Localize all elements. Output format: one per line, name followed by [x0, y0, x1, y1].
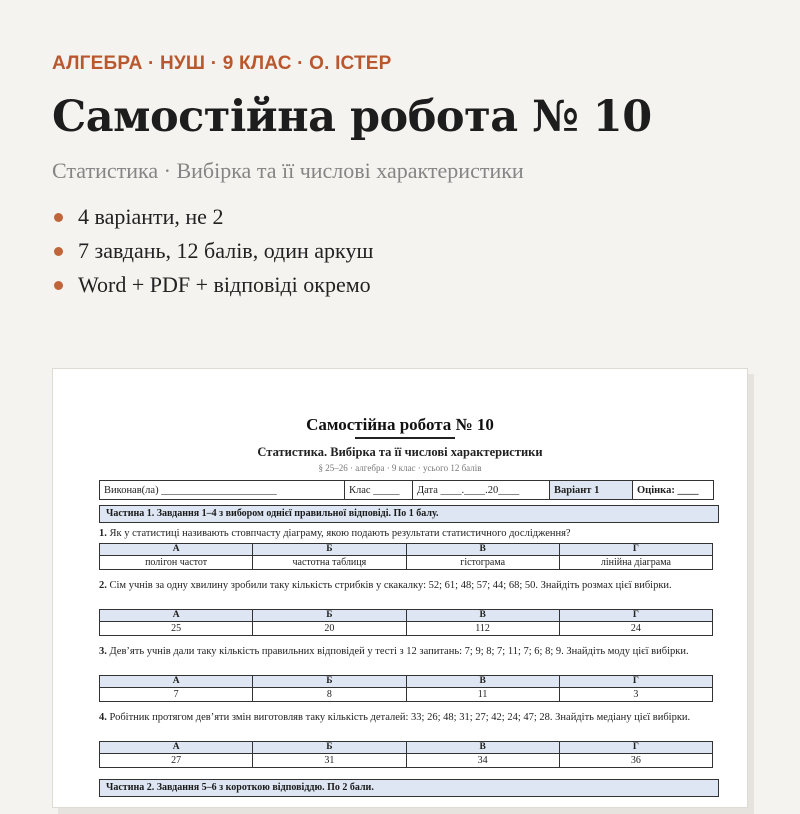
worksheet-meta: § 25–26 · алгебра · 9 клас · усього 12 балів [318, 463, 482, 473]
answer-option: лінійна діаграма [559, 556, 712, 570]
answer-option: 8 [253, 688, 406, 702]
headline: Самостійна робота № 10 [52, 92, 652, 142]
question-text: Дев’ять учнів дали таку кількість правильних відповідей у тесті з 12 запитань: 7; 9; 8; 7; 11; 7; 6; 8; 9. Знайдіть моду цієї вибірки. [109, 646, 689, 657]
option-letter: В [406, 742, 559, 754]
date-cell: Дата ____.____.20____ [413, 481, 550, 500]
question-text: Сім учнів за одну хвилину зробили таку кількість стрибків у скакалку: 52; 61; 48; 57; 44; 68; 50. Знайдіть розмах цієї вибірки. [109, 580, 672, 591]
answer-option: 31 [253, 754, 406, 768]
feature-item [52, 268, 373, 302]
feature-item [52, 234, 373, 268]
worksheet-subtitle: Статистика. Вибірка та її числові характеристики [257, 445, 543, 459]
question-4 [99, 712, 713, 724]
answer-option: гістограма [406, 556, 559, 570]
feature-text: 4 варіанти, не 2 [78, 204, 224, 229]
answer-table-3 [99, 675, 713, 702]
answer-table-1 [99, 543, 713, 570]
dot-icon [54, 281, 63, 290]
student-info-table [99, 480, 714, 500]
score-cell: Оцінка: ____ [633, 481, 714, 500]
option-letter: Г [559, 676, 712, 688]
feature-list [52, 200, 373, 302]
dot-icon [54, 213, 63, 222]
option-letter: А [100, 610, 253, 622]
question-text: Як у статистиці називають стовпчасту діаграму, якою подають результати статистичного дослідження? [109, 528, 571, 539]
question-number: 2. [99, 580, 107, 591]
option-letter: А [100, 742, 253, 754]
answer-option: 3 [559, 688, 712, 702]
feature-item [52, 200, 373, 234]
question-number: 4. [99, 712, 107, 723]
option-letter: Б [253, 676, 406, 688]
option-letter: Г [559, 610, 712, 622]
answer-option: 27 [100, 754, 253, 768]
option-letter: В [406, 544, 559, 556]
student-name-cell: Виконав(ла) ______________________ [100, 481, 345, 500]
answer-option: частотна таблиця [253, 556, 406, 570]
question-3 [99, 646, 713, 658]
answer-option: 36 [559, 754, 712, 768]
answer-table-2 [99, 609, 713, 636]
answer-option: 24 [559, 622, 712, 636]
worksheet-preview [52, 368, 748, 808]
option-letter: Б [253, 544, 406, 556]
answer-option: 112 [406, 622, 559, 636]
option-letter: Г [559, 544, 712, 556]
question-number: 1. [99, 528, 107, 539]
option-letter: А [100, 544, 253, 556]
answer-option: 20 [253, 622, 406, 636]
answer-table-4 [99, 741, 713, 768]
question-number: 3. [99, 646, 107, 657]
answer-option: 11 [406, 688, 559, 702]
title-underline [355, 437, 455, 439]
option-letter: В [406, 676, 559, 688]
answer-option: 7 [100, 688, 253, 702]
section-1-header: Частина 1. Завдання 1–4 з вибором однієї правильної відповіді. По 1 балу. [99, 505, 719, 523]
course-kicker: АЛГЕБРА · НУШ · 9 КЛАС · О. ІСТЕР [52, 53, 392, 74]
option-letter: Б [253, 610, 406, 622]
worksheet-title: Самостійна робота № 10 [306, 415, 494, 434]
subheadline: Статистика · Вибірка та її числові характеристики [52, 158, 524, 183]
feature-text: Word + PDF + відповіді окремо [78, 272, 371, 297]
option-letter: Г [559, 742, 712, 754]
question-1 [99, 528, 713, 540]
class-cell: Клас _____ [345, 481, 413, 500]
dot-icon [54, 247, 63, 256]
option-letter: Б [253, 742, 406, 754]
answer-option: 34 [406, 754, 559, 768]
section-2-header: Частина 2. Завдання 5–6 з короткою відповіддю. По 2 бали. [99, 779, 719, 797]
question-2 [99, 580, 713, 592]
feature-text: 7 завдань, 12 балів, один аркуш [78, 238, 374, 263]
option-letter: А [100, 676, 253, 688]
answer-option: полігон частот [100, 556, 253, 570]
option-letter: В [406, 610, 559, 622]
question-text: Робітник протягом дев’яти змін виготовляв таку кількість деталей: 33; 26; 48; 31; 27; 42; 24; 47; 28. Знайдіть медіану цієї вибірки. [109, 712, 691, 723]
answer-option: 25 [100, 622, 253, 636]
variant-cell: Варіант 1 [550, 481, 633, 500]
